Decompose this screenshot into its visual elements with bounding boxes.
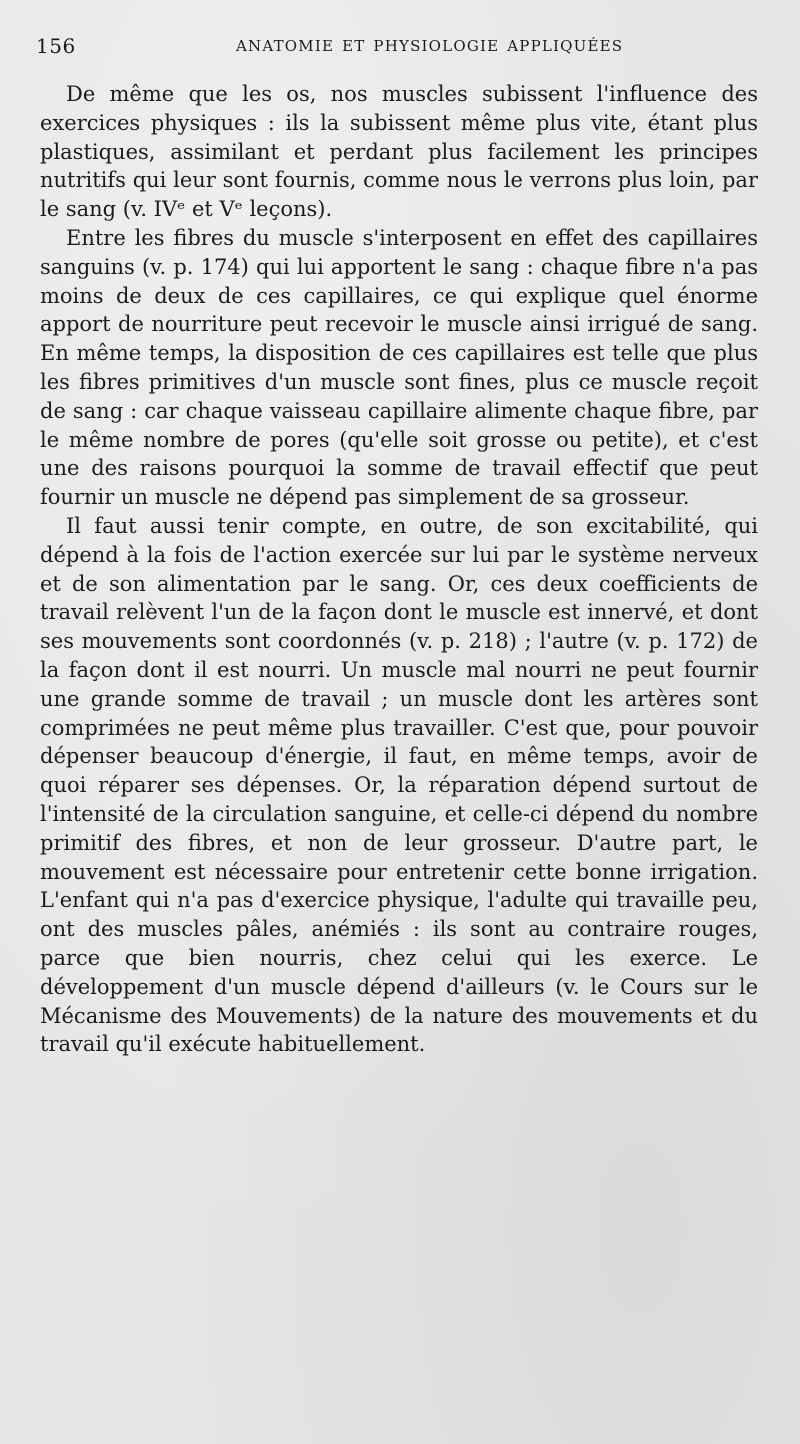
paragraph: De même que les os, nos muscles subissent l'influence des exercices physiques : ils la subissent même plus vite, étant plus plastiques, assimilant et perdant plus facilement les principes nutritifs qui leur sont fournis, comme nous le verrons plus loin, par le sang (v. IVᵉ et Vᵉ leçons). (40, 82, 758, 222)
page-number: 156 (36, 34, 76, 58)
running-head: ANATOMIE ET PHYSIOLOGIE APPLIQUÉES (236, 37, 624, 55)
paragraph: Entre les fibres du muscle s'interposent en effet des capillaires sanguins (v. p. 174) qui lui apportent le sang : chaque fibre n'a pas moins de deux de ces capillaires, ce qui explique quel énorme apport de nourriture peut recevoir le muscle ainsi irrigué de sang. En même temps, la disposition de ces capillaires est telle que plus les fibres primitives d'un muscle sont fines, plus ce muscle reçoit de sang : car chaque vaisseau capillaire alimente chaque fibre, par le même nombre de pores (qu'elle soit grosse ou petite), et c'est une des raisons pourquoi la somme de travail effectif que peut fournir un muscle ne dépend pas simplement de sa grosseur. (40, 225, 758, 510)
paragraph: Il faut aussi tenir compte, en outre, de son excitabilité, qui dépend à la fois de l'action exercée sur lui par le système nerveux et de son alimentation par le sang. Or, ces deux coefficients de travail relèvent l'un de la façon dont le muscle est innervé, et dont ses mouvements sont coordonnés (v. p. 218) ; l'autre (v. p. 172) de la façon dont il est nourri. Un muscle mal nourri ne peut fournir une grande somme de travail ; un muscle dont les artères sont comprimées ne peut même plus travailler. C'est que, pour pouvoir dépenser beaucoup d'énergie, il faut, en même temps, avoir de quoi réparer ses dépenses. Or, la réparation dépend surtout de l'intensité de la circulation sanguine, et celle-ci dépend du nombre primitif des fibres, et non de leur grosseur. D'autre part, le mouvement est nécessaire pour entretenir cette bonne irrigation. L'enfant qui n'a pas d'exercice physique, l'adulte qui travaille peu, ont des muscles pâles, anémiés : ils sont au contraire rouges, parce que bien nourris, chez celui qui les exerce. Le développement d'un muscle dépend d'ailleurs (v. le Cours sur le Mécanisme des Mouvements) de la nature des mouvements et du travail qu'il exécute habituellement. (40, 513, 758, 1057)
bleed-through-texture (40, 1140, 760, 1350)
body-text (40, 80, 758, 1059)
page-header (36, 34, 756, 58)
